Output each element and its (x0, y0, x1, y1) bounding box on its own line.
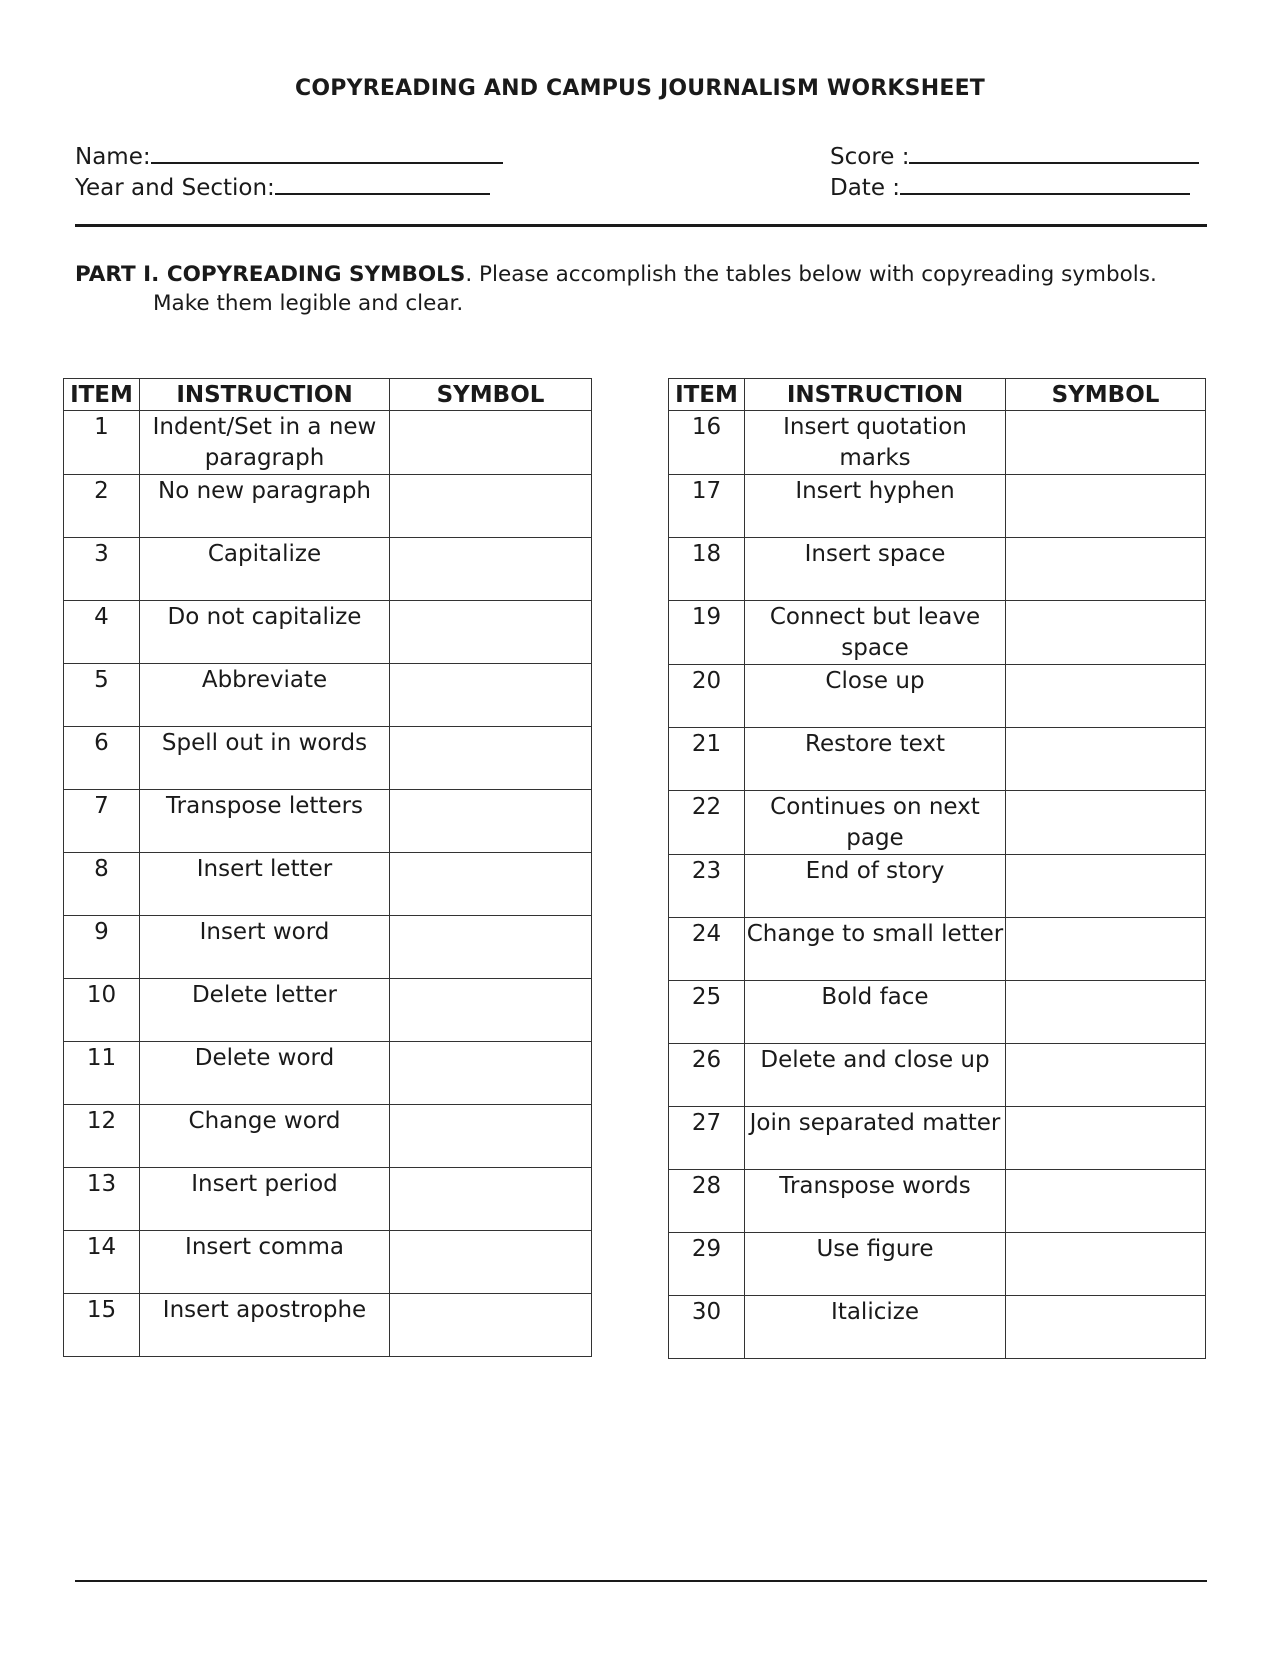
instruction-cell: Indent/Set in a new paragraph (140, 411, 390, 475)
table-row (64, 664, 592, 727)
symbol-answer-cell[interactable] (1006, 538, 1206, 601)
item-number: 18 (669, 538, 745, 601)
symbol-answer-cell[interactable] (1006, 411, 1206, 475)
part1-instruction-line2: Make them legible and clear. (153, 291, 464, 316)
item-number: 13 (64, 1168, 140, 1231)
instruction-cell: Insert period (140, 1168, 390, 1231)
table-row (669, 791, 1206, 855)
score-blank[interactable] (909, 140, 1199, 164)
symbol-answer-cell[interactable] (390, 411, 592, 475)
symbol-answer-cell[interactable] (1006, 665, 1206, 728)
instruction-cell: Bold face (745, 981, 1006, 1044)
item-number: 12 (64, 1105, 140, 1168)
item-number: 26 (669, 1044, 745, 1107)
item-number: 8 (64, 853, 140, 916)
table-row (64, 1231, 592, 1294)
instruction-cell: End of story (745, 855, 1006, 918)
part1-instructions (75, 260, 1215, 318)
symbol-answer-cell[interactable] (390, 1105, 592, 1168)
symbol-answer-cell[interactable] (390, 664, 592, 727)
table-row (669, 728, 1206, 791)
table-row (64, 1042, 592, 1105)
symbols-table-left (63, 378, 592, 1357)
symbol-answer-cell[interactable] (1006, 475, 1206, 538)
item-number: 7 (64, 790, 140, 853)
item-number: 2 (64, 475, 140, 538)
table-row (64, 1294, 592, 1357)
item-number: 5 (64, 664, 140, 727)
worksheet-title: COPYREADING AND CAMPUS JOURNALISM WORKSHEET (295, 76, 985, 101)
item-number: 25 (669, 981, 745, 1044)
symbol-answer-cell[interactable] (390, 1294, 592, 1357)
item-number: 10 (64, 979, 140, 1042)
symbol-answer-cell[interactable] (1006, 981, 1206, 1044)
item-number: 9 (64, 916, 140, 979)
instruction-cell: Change word (140, 1105, 390, 1168)
table-row (64, 790, 592, 853)
item-number: 20 (669, 665, 745, 728)
item-number: 30 (669, 1296, 745, 1359)
item-number: 14 (64, 1231, 140, 1294)
table-row (64, 411, 592, 475)
item-number: 16 (669, 411, 745, 475)
symbol-answer-cell[interactable] (390, 853, 592, 916)
instruction-cell: Connect but leave space (745, 601, 1006, 665)
symbol-answer-cell[interactable] (1006, 1233, 1206, 1296)
table-row (669, 918, 1206, 981)
symbol-answer-cell[interactable] (390, 727, 592, 790)
item-number: 19 (669, 601, 745, 665)
symbols-table-right (668, 378, 1206, 1359)
symbol-answer-cell[interactable] (1006, 728, 1206, 791)
header-symbol: SYMBOL (1006, 379, 1206, 411)
header-item: ITEM (64, 379, 140, 411)
instruction-cell: Delete word (140, 1042, 390, 1105)
instruction-cell: Restore text (745, 728, 1006, 791)
symbol-answer-cell[interactable] (390, 916, 592, 979)
symbol-answer-cell[interactable] (390, 1042, 592, 1105)
score-field[interactable] (830, 140, 1199, 170)
header-instruction: INSTRUCTION (745, 379, 1006, 411)
instruction-cell: Change to small letter (745, 918, 1006, 981)
header-symbol: SYMBOL (390, 379, 592, 411)
symbol-answer-cell[interactable] (390, 1231, 592, 1294)
table-row (64, 727, 592, 790)
item-number: 29 (669, 1233, 745, 1296)
item-number: 4 (64, 601, 140, 664)
instruction-cell: Close up (745, 665, 1006, 728)
instruction-cell: Do not capitalize (140, 601, 390, 664)
name-field[interactable] (75, 140, 503, 170)
instruction-cell: Continues on next page (745, 791, 1006, 855)
table-row (669, 1233, 1206, 1296)
instruction-cell: Insert hyphen (745, 475, 1006, 538)
table-row (669, 855, 1206, 918)
item-number: 28 (669, 1170, 745, 1233)
symbol-answer-cell[interactable] (390, 475, 592, 538)
instruction-cell: Join separated matter (745, 1107, 1006, 1170)
table-row (64, 979, 592, 1042)
header-instruction: INSTRUCTION (140, 379, 390, 411)
item-number: 3 (64, 538, 140, 601)
instruction-cell: Insert letter (140, 853, 390, 916)
symbol-answer-cell[interactable] (1006, 1170, 1206, 1233)
table-header-row (64, 379, 592, 411)
instruction-cell: Insert apostrophe (140, 1294, 390, 1357)
instruction-cell: No new paragraph (140, 475, 390, 538)
header-divider (75, 224, 1207, 227)
table-row (64, 853, 592, 916)
symbol-answer-cell[interactable] (390, 538, 592, 601)
instruction-cell: Insert comma (140, 1231, 390, 1294)
table-row (64, 538, 592, 601)
table-row (669, 665, 1206, 728)
symbol-answer-cell[interactable] (390, 1168, 592, 1231)
table-row (669, 411, 1206, 475)
instruction-cell: Insert quotation marks (745, 411, 1006, 475)
item-number: 1 (64, 411, 140, 475)
instruction-cell: Use figure (745, 1233, 1006, 1296)
table-row (669, 1296, 1206, 1359)
table-row (64, 1168, 592, 1231)
item-number: 24 (669, 918, 745, 981)
part1-heading: PART I. COPYREADING SYMBOLS (75, 262, 466, 287)
table-row (669, 475, 1206, 538)
item-number: 11 (64, 1042, 140, 1105)
symbol-answer-cell[interactable] (1006, 601, 1206, 665)
symbol-answer-cell[interactable] (1006, 1044, 1206, 1107)
item-number: 17 (669, 475, 745, 538)
instruction-cell: Delete letter (140, 979, 390, 1042)
score-label: Score : (830, 144, 910, 170)
table-row (669, 981, 1206, 1044)
name-label: Name: (75, 144, 151, 170)
part1-instruction-line1: . Please accomplish the tables below with copyreading symbols. (465, 262, 1157, 287)
year-section-field[interactable] (75, 171, 490, 201)
item-number: 15 (64, 1294, 140, 1357)
item-number: 6 (64, 727, 140, 790)
symbol-answer-cell[interactable] (390, 790, 592, 853)
footer-divider (75, 1580, 1207, 1582)
table-row (669, 1044, 1206, 1107)
date-field[interactable] (830, 171, 1190, 201)
table-row (64, 916, 592, 979)
name-blank[interactable] (151, 140, 503, 164)
table-row (669, 1107, 1206, 1170)
item-number: 23 (669, 855, 745, 918)
instruction-cell: Transpose letters (140, 790, 390, 853)
instruction-cell: Insert word (140, 916, 390, 979)
symbol-answer-cell[interactable] (1006, 918, 1206, 981)
symbol-answer-cell[interactable] (1006, 855, 1206, 918)
instruction-cell: Capitalize (140, 538, 390, 601)
instruction-cell: Delete and close up (745, 1044, 1006, 1107)
symbol-answer-cell[interactable] (390, 601, 592, 664)
symbol-answer-cell[interactable] (390, 979, 592, 1042)
date-blank[interactable] (900, 171, 1190, 195)
table-row (669, 601, 1206, 665)
symbol-answer-cell[interactable] (1006, 1107, 1206, 1170)
table-row (64, 601, 592, 664)
instruction-cell: Spell out in words (140, 727, 390, 790)
table-row (669, 538, 1206, 601)
item-number: 21 (669, 728, 745, 791)
year-section-label: Year and Section: (75, 175, 275, 201)
year-section-blank[interactable] (275, 171, 490, 195)
table-row (669, 1170, 1206, 1233)
date-label: Date : (830, 175, 901, 201)
item-number: 27 (669, 1107, 745, 1170)
symbol-answer-cell[interactable] (1006, 1296, 1206, 1359)
table-header-row (669, 379, 1206, 411)
instruction-cell: Italicize (745, 1296, 1006, 1359)
header-item: ITEM (669, 379, 745, 411)
instruction-cell: Insert space (745, 538, 1006, 601)
instruction-cell: Abbreviate (140, 664, 390, 727)
table-row (64, 475, 592, 538)
instruction-cell: Transpose words (745, 1170, 1006, 1233)
item-number: 22 (669, 791, 745, 855)
table-row (64, 1105, 592, 1168)
symbol-answer-cell[interactable] (1006, 791, 1206, 855)
